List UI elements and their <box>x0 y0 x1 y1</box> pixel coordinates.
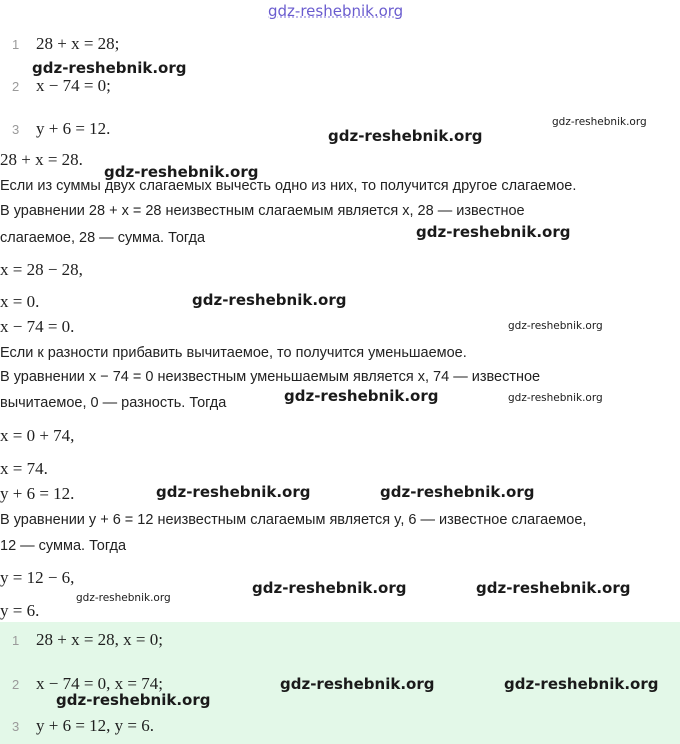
watermark: gdz-reshebnik.org <box>252 579 407 597</box>
solution-equation-3: y + 6 = 12. <box>0 484 75 503</box>
watermark: gdz-reshebnik.org <box>104 163 259 181</box>
watermark: gdz-reshebnik.org <box>476 579 631 597</box>
watermark: gdz-reshebnik.org <box>508 320 603 332</box>
step-1-line-1: x = 28 − 28, <box>0 260 83 279</box>
task-number-1: 1 <box>12 37 20 52</box>
step-2-line-1: x = 0 + 74, <box>0 426 75 445</box>
answer-equation-2: x − 74 = 0, x = 74; <box>36 674 163 693</box>
watermark-top[interactable]: gdz-reshebnik.org <box>268 2 404 20</box>
watermark: gdz-reshebnik.org <box>328 127 483 145</box>
task-number-3: 3 <box>12 122 20 137</box>
rule-text-2: Если к разности прибавить вычитаемое, то получится уменьшаемое. <box>0 345 467 361</box>
explanation-3-line-2: 12 — сумма. Тогда <box>0 538 127 554</box>
explanation-3-line-1: В уравнении y + 6 = 12 неизвестным слагаемым является y, 6 — известное слагаемое, <box>0 512 587 528</box>
answer-equation-1: 28 + x = 28, x = 0; <box>36 630 163 649</box>
explanation-2-line-1: В уравнении x − 74 = 0 неизвестным уменьшаемым является x, 74 — известное <box>0 369 541 385</box>
step-3-line-1: y = 12 − 6, <box>0 568 75 587</box>
step-3-line-2: y = 6. <box>0 601 40 620</box>
task-number-2: 2 <box>12 79 20 94</box>
answer-number-2: 2 <box>12 677 20 692</box>
watermark: gdz-reshebnik.org <box>504 675 659 693</box>
rule-text-1: Если из суммы двух слагаемых вычесть одно из них, то получится другое слагаемое. <box>0 178 577 194</box>
watermark: gdz-reshebnik.org <box>284 387 439 405</box>
watermark: gdz-reshebnik.org <box>156 483 311 501</box>
watermark: gdz-reshebnik.org <box>416 223 571 241</box>
watermark: gdz-reshebnik.org <box>380 483 535 501</box>
step-2-line-2: x = 74. <box>0 459 48 478</box>
answer-equation-3: y + 6 = 12, y = 6. <box>36 716 155 735</box>
watermark: gdz-reshebnik.org <box>280 675 435 693</box>
watermark: gdz-reshebnik.org <box>32 59 187 77</box>
explanation-1-line-1: В уравнении 28 + x = 28 неизвестным слагаемым является x, 28 — известное <box>0 203 525 219</box>
task-equation-1: 28 + x = 28; <box>36 34 120 53</box>
answer-number-1: 1 <box>12 633 20 648</box>
task-equation-2: x − 74 = 0; <box>36 76 111 95</box>
watermark: gdz-reshebnik.org <box>56 691 211 709</box>
watermark: gdz-reshebnik.org <box>508 392 603 404</box>
answer-number-3: 3 <box>12 719 20 734</box>
solution-equation-2: x − 74 = 0. <box>0 317 75 336</box>
watermark: gdz-reshebnik.org <box>552 116 647 128</box>
watermark: gdz-reshebnik.org <box>192 291 347 309</box>
step-1-line-2: x = 0. <box>0 292 40 311</box>
explanation-1-line-2: слагаемое, 28 — сумма. Тогда <box>0 230 206 246</box>
watermark: gdz-reshebnik.org <box>76 592 171 604</box>
explanation-2-line-2: вычитаемое, 0 — разность. Тогда <box>0 395 227 411</box>
task-equation-3: y + 6 = 12. <box>36 119 111 138</box>
solution-equation-1: 28 + x = 28. <box>0 150 83 169</box>
